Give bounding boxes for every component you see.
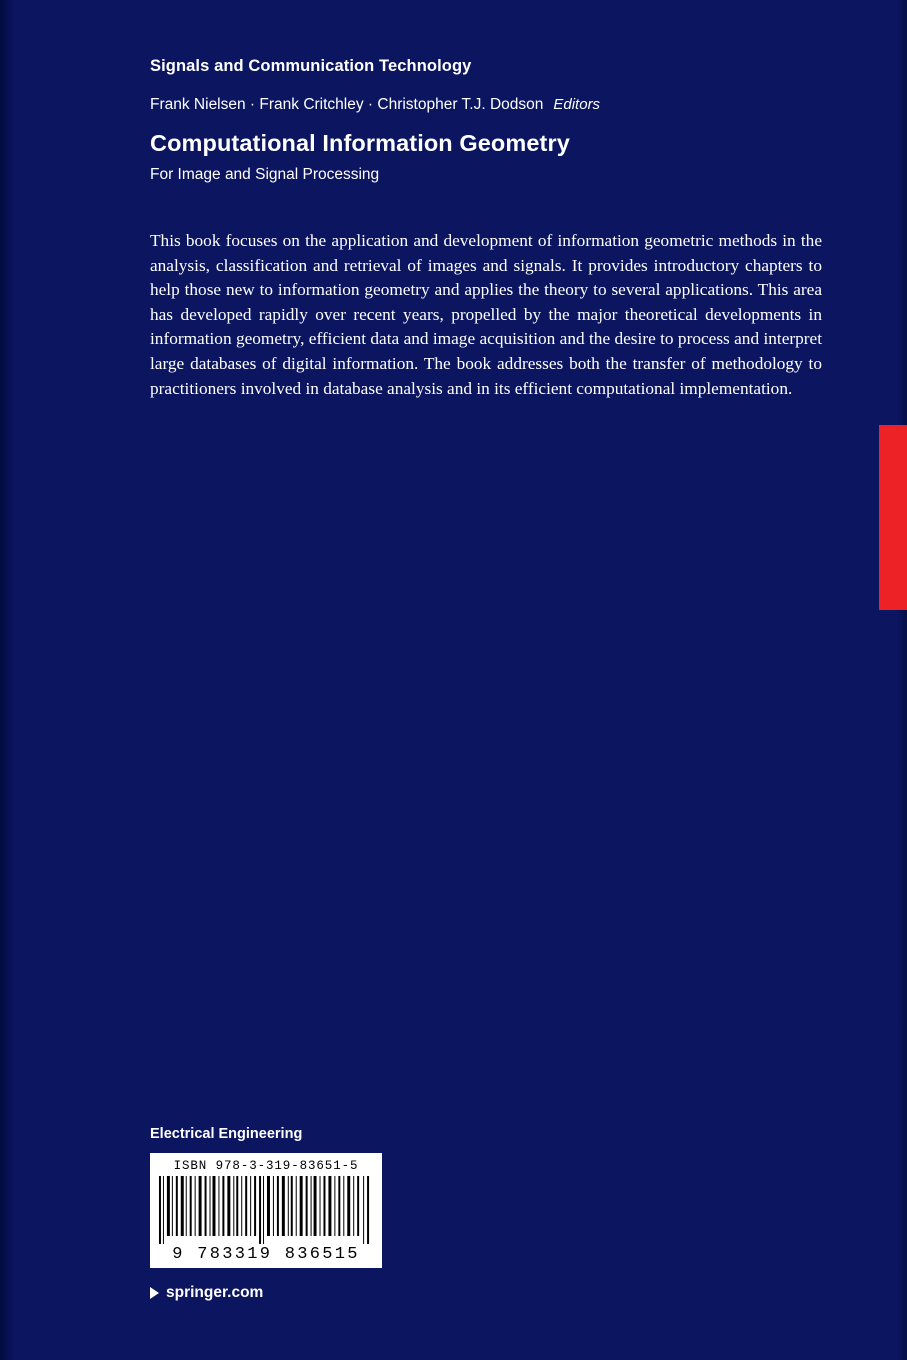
blurb-text: This book focuses on the application and development of information geometric methods in the analysis, classification and retrieval of images and signals. It provides introductory chapters to help those new to information geometry and applies the theory to several applications. This area has developed rapidly over recent years, propelled by the major theoretical developments in information geometry, efficient data and image acquisition and the desire to process and interpret large databases of digital information. The book addresses both the transfer of methodology to practitioners involved in database analysis and in its efficient computational implementation. <box>150 231 822 398</box>
left-edge-shadow <box>0 0 14 1360</box>
publisher-logo[interactable] <box>150 1284 550 1302</box>
publisher-label: springer.com <box>166 1284 264 1301</box>
page-title: Computational Information Geometry <box>150 130 570 156</box>
right-edge-shadow <box>897 0 907 1360</box>
series-title: Signals and Communication Technology <box>150 57 472 75</box>
cover-content <box>150 0 830 401</box>
barcode <box>150 1153 382 1268</box>
editors-label: Editors <box>553 96 601 113</box>
isbn-label: ISBN 978-3-319-83651-5 <box>173 1159 359 1173</box>
accent-tab <box>879 425 907 610</box>
barcode-digits: 9 783319 836515 <box>172 1245 360 1264</box>
authors-line <box>150 96 830 114</box>
authors-names: Frank Nielsen · Frank Critchley · Christopher T.J. Dodson <box>150 96 544 113</box>
cover-footer <box>150 1126 550 1302</box>
page-subtitle: For Image and Signal Processing <box>150 166 380 183</box>
subject-category: Electrical Engineering <box>150 1126 303 1142</box>
barcode-bars-icon <box>157 1176 375 1244</box>
play-triangle-icon <box>150 1287 159 1299</box>
